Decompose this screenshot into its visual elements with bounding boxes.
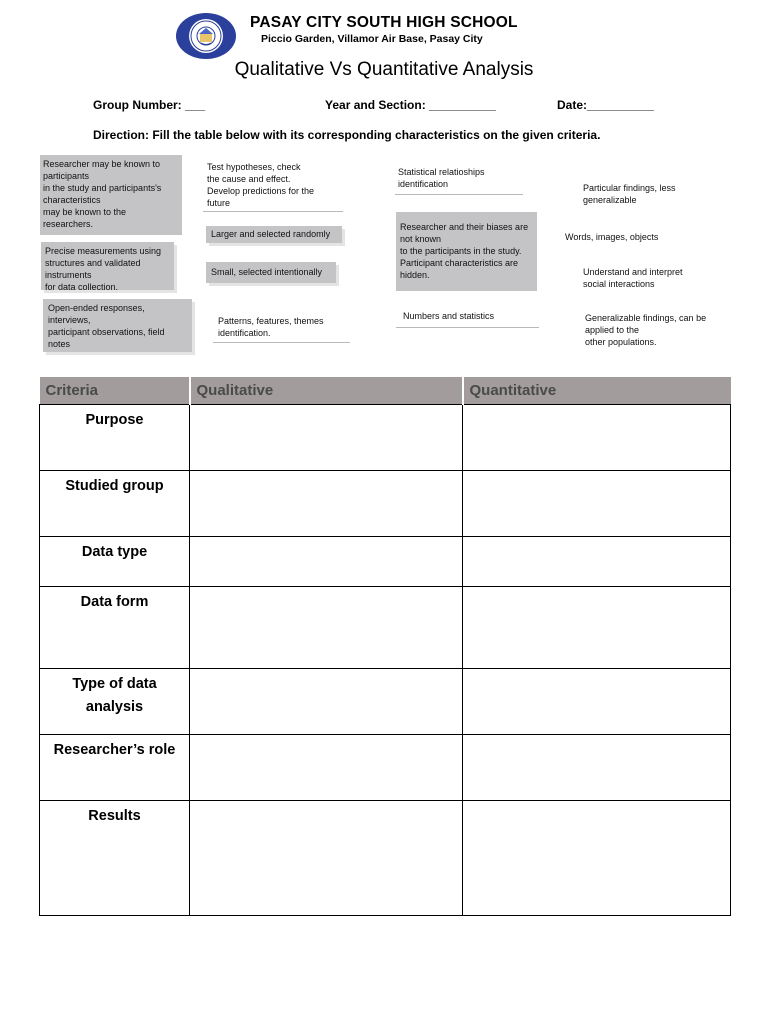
criteria-data-form: Data form <box>40 586 190 668</box>
direction-text: Direction: Fill the table below with its corresponding characteristics on the given criteria. <box>93 128 601 142</box>
table-row <box>40 536 731 586</box>
option-precise-measurements[interactable]: Precise measurements using structures and validated instruments for data collection. <box>41 242 174 290</box>
quantitative-studied-group-cell[interactable] <box>463 470 731 536</box>
group-number-field[interactable]: Group Number: ___ <box>93 98 206 112</box>
quantitative-purpose-cell[interactable] <box>463 404 731 470</box>
option-researcher-known[interactable]: Researcher may be known to participants in the study and participants's characteristics may be known to the researchers. <box>40 155 182 235</box>
qualitative-analysis-cell[interactable] <box>190 668 463 734</box>
option-small-intentional[interactable]: Small, selected intentionally <box>206 262 336 283</box>
criteria-studied-group: Studied group <box>40 470 190 536</box>
option-generalizable-findings[interactable]: Generalizable findings, can be applied to the other populations. <box>585 313 707 347</box>
header-criteria: Criteria <box>40 377 190 404</box>
header-quantitative: Quantitative <box>463 377 731 404</box>
qualitative-data-form-cell[interactable] <box>190 586 463 668</box>
table-row <box>40 668 731 734</box>
option-open-ended[interactable]: Open-ended responses, interviews, participant observations, field notes <box>43 299 192 352</box>
year-section-field[interactable]: Year and Section: __________ <box>325 98 496 112</box>
criteria-data-type: Data type <box>40 536 190 586</box>
page-title: Qualitative Vs Quantitative Analysis <box>234 59 534 80</box>
qualitative-role-cell[interactable] <box>190 734 463 800</box>
header-qualitative: Qualitative <box>190 377 463 404</box>
table-row <box>40 404 731 470</box>
option-understand-interpret[interactable]: Understand and interpret social interactions <box>583 267 683 289</box>
quantitative-data-type-cell[interactable] <box>463 536 731 586</box>
quantitative-role-cell[interactable] <box>463 734 731 800</box>
criteria-type-of-data-analysis: Type of data analysis <box>40 668 190 734</box>
criteria-table <box>39 377 731 916</box>
option-larger-random[interactable]: Larger and selected randomly <box>206 226 342 243</box>
criteria-purpose: Purpose <box>40 404 190 470</box>
table-row <box>40 470 731 536</box>
school-address: Piccio Garden, Villamor Air Base, Pasay City <box>261 33 483 45</box>
qualitative-data-type-cell[interactable] <box>190 536 463 586</box>
date-field[interactable]: Date:__________ <box>557 98 654 112</box>
criteria-results: Results <box>40 800 190 915</box>
option-numbers-statistics[interactable]: Numbers and statistics <box>396 310 539 328</box>
option-researcher-unknown[interactable]: Researcher and their biases are not known to the participants in the study. Participant characteristics are hidden. <box>396 212 537 291</box>
option-patterns-features[interactable]: Patterns, features, themes identification. <box>213 313 350 343</box>
qualitative-studied-group-cell[interactable] <box>190 470 463 536</box>
school-logo <box>175 12 237 60</box>
qualitative-results-cell[interactable] <box>190 800 463 915</box>
quantitative-analysis-cell[interactable] <box>463 668 731 734</box>
option-particular-findings[interactable]: Particular findings, less generalizable <box>583 183 676 205</box>
quantitative-data-form-cell[interactable] <box>463 586 731 668</box>
table-header-row <box>40 377 731 404</box>
option-test-hypotheses[interactable]: Test hypotheses, check the cause and effect. Develop predictions for the future <box>203 160 343 212</box>
option-words-images[interactable]: Words, images, objects <box>565 232 659 242</box>
table-row <box>40 800 731 915</box>
table-row <box>40 586 731 668</box>
criteria-researchers-role: Researcher’s role <box>40 734 190 800</box>
table-row <box>40 734 731 800</box>
school-name: PASAY CITY SOUTH HIGH SCHOOL <box>250 14 518 31</box>
qualitative-purpose-cell[interactable] <box>190 404 463 470</box>
quantitative-results-cell[interactable] <box>463 800 731 915</box>
option-statistical-relationships[interactable]: Statistical relatioships identification <box>395 166 523 195</box>
